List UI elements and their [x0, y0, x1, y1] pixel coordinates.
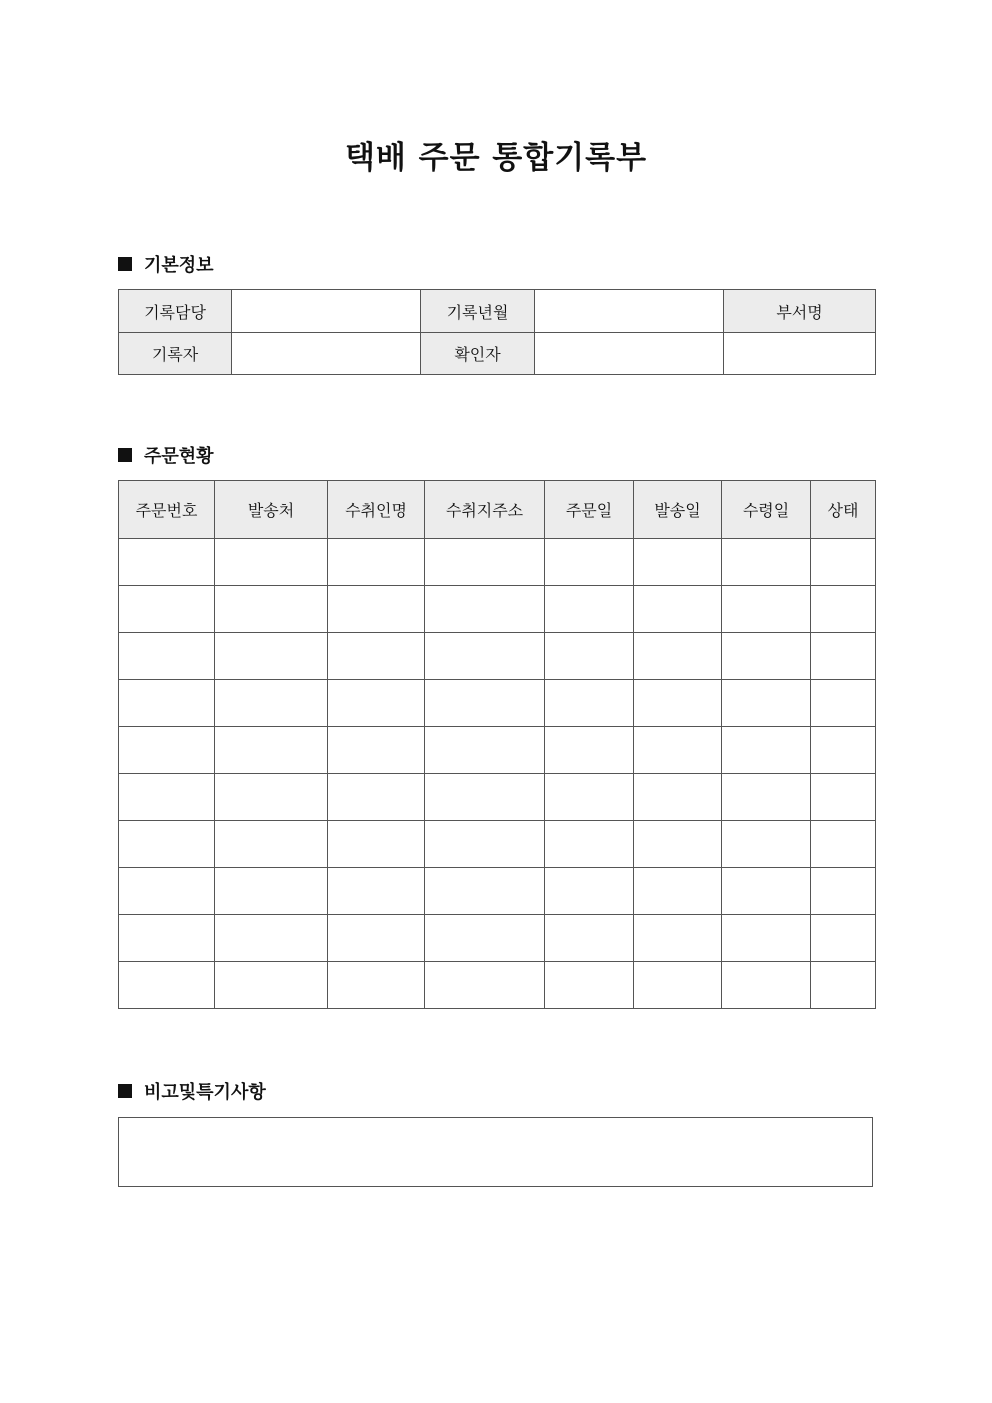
- order-cell[interactable]: [811, 962, 876, 1009]
- orders-heading: [118, 443, 214, 467]
- order-cell[interactable]: [722, 680, 811, 727]
- order-cell[interactable]: [722, 774, 811, 821]
- table-row: [119, 680, 876, 727]
- department-field[interactable]: [724, 333, 876, 375]
- record-month-field[interactable]: [535, 290, 724, 333]
- square-bullet-icon: [118, 1084, 132, 1098]
- order-cell[interactable]: [119, 680, 215, 727]
- order-cell[interactable]: [215, 680, 328, 727]
- order-cell[interactable]: [722, 539, 811, 586]
- basic-info-heading: [118, 252, 214, 276]
- order-cell[interactable]: [119, 633, 215, 680]
- order-cell[interactable]: [425, 727, 545, 774]
- record-manager-field[interactable]: [232, 290, 421, 333]
- order-cell[interactable]: [545, 586, 634, 633]
- order-cell[interactable]: [811, 680, 876, 727]
- checker-field[interactable]: [535, 333, 724, 375]
- table-row: [119, 915, 876, 962]
- order-cell[interactable]: [545, 727, 634, 774]
- record-month-label: 기록년월: [421, 290, 535, 333]
- order-cell[interactable]: [545, 539, 634, 586]
- table-row: [119, 774, 876, 821]
- order-cell[interactable]: [328, 915, 425, 962]
- order-cell[interactable]: [425, 962, 545, 1009]
- table-row: [119, 868, 876, 915]
- remarks-heading-text: 비고및특기사항: [144, 1082, 266, 1103]
- order-cell[interactable]: [722, 586, 811, 633]
- order-cell[interactable]: [328, 774, 425, 821]
- order-cell[interactable]: [634, 727, 722, 774]
- column-header-recipient-address: 수취지주소: [425, 481, 545, 539]
- order-cell[interactable]: [119, 962, 215, 1009]
- remarks-heading: [118, 1079, 266, 1103]
- order-cell[interactable]: [634, 774, 722, 821]
- table-row: [119, 539, 876, 586]
- basic-info-table: [118, 289, 876, 375]
- table-row: [119, 633, 876, 680]
- order-cell[interactable]: [634, 680, 722, 727]
- order-cell[interactable]: [811, 821, 876, 868]
- order-cell[interactable]: [634, 821, 722, 868]
- order-cell[interactable]: [545, 633, 634, 680]
- basic-info-heading-text: 기본정보: [144, 255, 214, 276]
- square-bullet-icon: [118, 257, 132, 271]
- order-cell[interactable]: [811, 915, 876, 962]
- order-cell[interactable]: [119, 868, 215, 915]
- order-cell[interactable]: [425, 586, 545, 633]
- recorder-field[interactable]: [232, 333, 421, 375]
- order-cell[interactable]: [215, 962, 328, 1009]
- order-cell[interactable]: [425, 915, 545, 962]
- order-cell[interactable]: [545, 962, 634, 1009]
- column-header-order-number: 주문번호: [119, 481, 215, 539]
- order-cell[interactable]: [722, 727, 811, 774]
- column-header-order-date: 주문일: [545, 481, 634, 539]
- order-cell[interactable]: [811, 539, 876, 586]
- order-cell[interactable]: [722, 868, 811, 915]
- column-header-recipient-name: 수취인명: [328, 481, 425, 539]
- order-cell[interactable]: [119, 539, 215, 586]
- order-cell[interactable]: [811, 868, 876, 915]
- column-header-receive-date: 수령일: [722, 481, 811, 539]
- order-cell[interactable]: [545, 774, 634, 821]
- table-row: [119, 962, 876, 1009]
- order-cell[interactable]: [545, 680, 634, 727]
- order-cell[interactable]: [119, 915, 215, 962]
- orders-heading-text: 주문현황: [144, 446, 214, 467]
- order-cell[interactable]: [328, 727, 425, 774]
- order-cell[interactable]: [215, 821, 328, 868]
- order-cell[interactable]: [425, 774, 545, 821]
- order-cell[interactable]: [634, 915, 722, 962]
- order-cell[interactable]: [722, 915, 811, 962]
- order-cell[interactable]: [328, 633, 425, 680]
- order-cell[interactable]: [811, 586, 876, 633]
- checker-label: 확인자: [421, 333, 535, 375]
- order-cell[interactable]: [215, 774, 328, 821]
- column-header-status: 상태: [811, 481, 876, 539]
- order-cell[interactable]: [545, 868, 634, 915]
- order-cell[interactable]: [722, 962, 811, 1009]
- order-cell[interactable]: [328, 680, 425, 727]
- order-cell[interactable]: [328, 821, 425, 868]
- order-cell[interactable]: [634, 586, 722, 633]
- order-cell[interactable]: [634, 868, 722, 915]
- order-cell[interactable]: [425, 633, 545, 680]
- basic-info-row: [119, 290, 876, 333]
- order-cell[interactable]: [545, 821, 634, 868]
- order-cell[interactable]: [425, 868, 545, 915]
- order-cell[interactable]: [119, 727, 215, 774]
- order-cell[interactable]: [722, 633, 811, 680]
- order-cell[interactable]: [215, 868, 328, 915]
- basic-info-row: [119, 333, 876, 375]
- orders-header-row: [119, 481, 876, 539]
- orders-table: [118, 480, 876, 1009]
- order-cell[interactable]: [119, 586, 215, 633]
- order-cell[interactable]: [811, 633, 876, 680]
- order-cell[interactable]: [215, 586, 328, 633]
- order-cell[interactable]: [634, 962, 722, 1009]
- order-cell[interactable]: [811, 727, 876, 774]
- remarks-field[interactable]: [118, 1117, 873, 1187]
- order-cell[interactable]: [634, 633, 722, 680]
- order-cell[interactable]: [328, 586, 425, 633]
- column-header-sender: 발송처: [215, 481, 328, 539]
- order-cell[interactable]: [328, 962, 425, 1009]
- department-label: 부서명: [724, 290, 876, 333]
- recorder-label: 기록자: [119, 333, 232, 375]
- order-cell[interactable]: [328, 868, 425, 915]
- order-cell[interactable]: [215, 539, 328, 586]
- document-title: 택배 주문 통합기록부: [344, 140, 648, 176]
- record-manager-label: 기록담당: [119, 290, 232, 333]
- order-cell[interactable]: [119, 774, 215, 821]
- order-cell[interactable]: [811, 774, 876, 821]
- order-cell[interactable]: [634, 539, 722, 586]
- order-cell[interactable]: [215, 633, 328, 680]
- order-cell[interactable]: [215, 915, 328, 962]
- order-cell[interactable]: [425, 539, 545, 586]
- order-cell[interactable]: [722, 821, 811, 868]
- order-cell[interactable]: [328, 539, 425, 586]
- table-row: [119, 586, 876, 633]
- order-cell[interactable]: [425, 821, 545, 868]
- order-cell[interactable]: [425, 680, 545, 727]
- column-header-ship-date: 발송일: [634, 481, 722, 539]
- square-bullet-icon: [118, 448, 132, 462]
- order-cell[interactable]: [119, 821, 215, 868]
- order-cell[interactable]: [545, 915, 634, 962]
- table-row: [119, 821, 876, 868]
- table-row: [119, 727, 876, 774]
- order-cell[interactable]: [215, 727, 328, 774]
